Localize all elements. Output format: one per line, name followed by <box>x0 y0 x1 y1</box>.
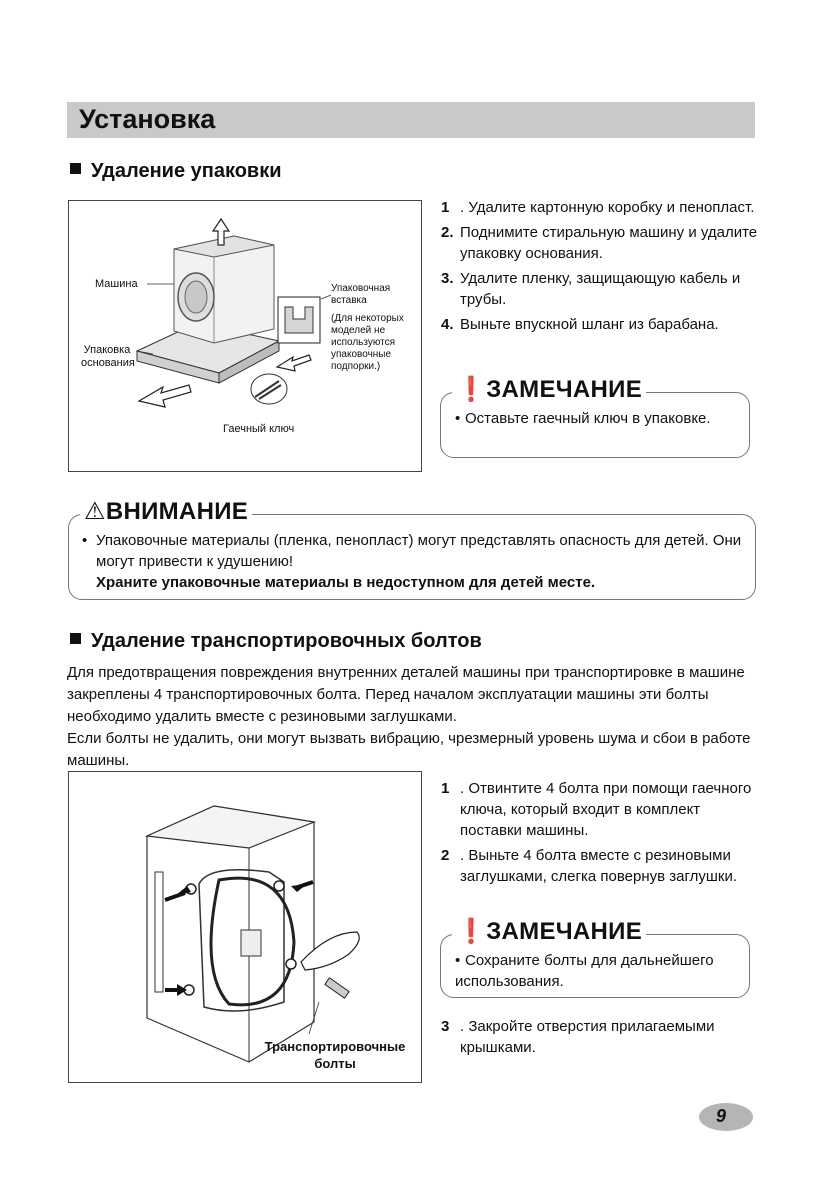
figure-unpacking <box>68 200 422 472</box>
list-item: 1 . Удалите картонную коробку и пенопласт. <box>441 199 755 216</box>
note-text-1: • Оставьте гаечный ключ в упаковке. <box>455 410 711 427</box>
bolts-steps-list <box>441 778 761 891</box>
label-packing-insert: Упаковочная вставка (Для некоторых моделей не используются упаковочные подпорки.) <box>331 283 404 372</box>
bolts-steps-list-continued <box>441 1016 761 1062</box>
label-base-packing: Упаковка основания <box>81 344 135 369</box>
unpacking-steps-list <box>441 197 761 339</box>
list-item: 1 . Отвинтите 4 болта при помощи гаечного ключа, который входит в комплект поставки машины. <box>441 780 752 839</box>
page-number-badge <box>698 1102 754 1132</box>
bullet-square-icon <box>70 163 81 174</box>
list-item: 4. Выньте впускной шланг из барабана. <box>441 316 719 333</box>
list-item: 3 . Закройте отверстия прилагаемыми крышками. <box>441 1018 715 1056</box>
info-icon: ❗ <box>456 918 487 945</box>
label-transport-bolts: Транспортировочные болты <box>264 1039 406 1071</box>
page-number: 9 <box>715 1106 726 1126</box>
list-item: 3. Удалите пленку, защищающую кабель и трубы. <box>441 270 741 308</box>
section-heading-bolts: Удаление транспортировочных болтов <box>70 630 482 653</box>
warning-text: • Упаковочные материалы (пленка, пенопласт) могут представлять опасность для детей. Они могут привести к удушению! Храните упаковочные материалы в недоступном для детей месте. <box>82 532 742 591</box>
label-wrench: Гаечный ключ <box>223 423 295 435</box>
warning-triangle-icon: ⚠ <box>84 498 106 525</box>
bullet-square-icon <box>70 633 81 644</box>
label-machine: Машина <box>95 278 138 290</box>
warning-title: ⚠ВНИМАНИЕ <box>80 498 252 526</box>
list-item: 2. Поднимите стиральную машину и удалите упаковку основания. <box>441 224 758 262</box>
note-title-1: ❗ЗАМЕЧАНИЕ <box>452 376 646 404</box>
bolts-intro-text: Для предотвращения повреждения внутренних деталей машины при транспортировке в машине закреплены 4 транспортировочных болта. Перед началом эксплуатации машины эти болты необходимо удалить вместе с резиновыми заглушками. Если болты не удалить, они могут вызвать вибрацию, чрезмерный уровень шума и сбои в работе машины. <box>67 664 751 769</box>
list-item: 2 . Выньте 4 болта вместе с резиновыми заглушками, слегка повернув заглушки. <box>441 847 738 885</box>
note-title-2: ❗ЗАМЕЧАНИЕ <box>452 918 646 946</box>
page-title: Установка <box>79 104 216 134</box>
figure-transport-bolts <box>68 771 422 1083</box>
page-title-bar <box>67 102 755 138</box>
machine-back-illustration <box>69 772 421 1082</box>
note-text-2: • Сохраните болты для дальнейшего использования. <box>455 952 714 990</box>
info-icon: ❗ <box>456 376 487 403</box>
section-heading-unpacking: Удаление упаковки <box>70 160 282 183</box>
